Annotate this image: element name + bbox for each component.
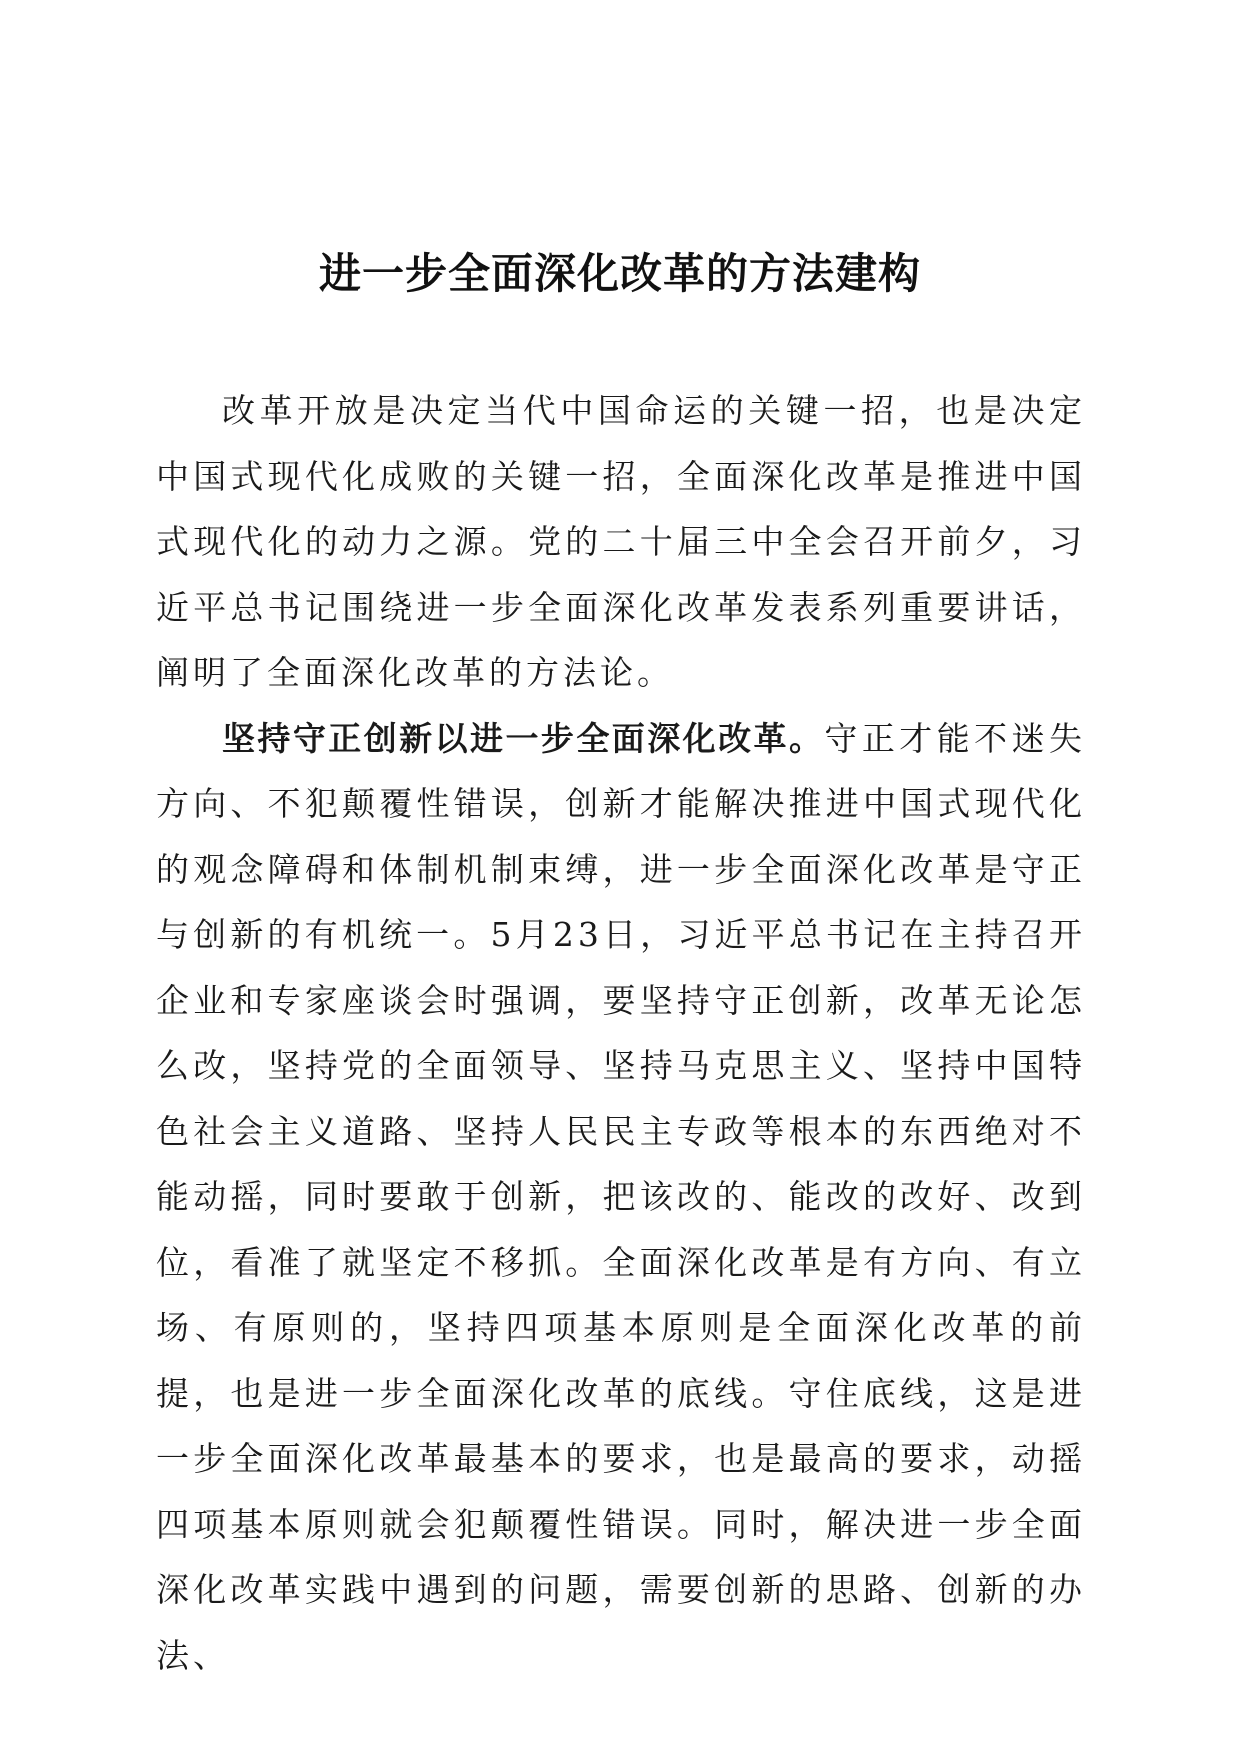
paragraph-section-1-text: 守正才能不迷失方向、不犯颠覆性错误，创新才能解决推进中国式现代化的观念障碍和体制机制束缚，进一步全面深化改革是守正与创新的有机统一。5月23日，习近平总书记在主持召开企业和专家座谈会时强调，要坚持守正创新，改革无论怎么改，坚持党的全面领导、坚持马克思主义、坚持中国特色社会主义道路、坚持人民民主专政等根本的东西绝对不能动摇，同时要敢于创新，把该改的、能改的改好、改到位，看准了就坚定不移抓。全面深化改革是有方向、有立场、有原则的，坚持四项基本原则是全面深化改革的前提，也是进一步全面深化改革的底线。守住底线，这是进一步全面深化改革最基本的要求，也是最高的要求，动摇四项基本原则就会犯颠覆性错误。同时，解决进一步全面深化改革实践中遇到的问题，需要创新的思路、创新的办法、 (156, 718, 1087, 1675)
document-title: 进一步全面深化改革的方法建构 (318, 249, 921, 298)
paragraph-section-1 (156, 706, 1086, 1689)
document-body (156, 378, 1086, 1688)
paragraph-section-1-lead: 坚持守正创新以进一步全面深化改革。 (222, 718, 825, 758)
paragraph-intro (156, 378, 1086, 706)
paragraph-intro-text: 改革开放是决定当代中国命运的关键一招，也是决定中国式现代化成败的关键一招，全面深化改革是推进中国式现代化的动力之源。党的二十届三中全会召开前夕，习近平总书记围绕进一步全面深化改革发表系列重要讲话，阐明了全面深化改革的方法论。 (156, 391, 1086, 692)
